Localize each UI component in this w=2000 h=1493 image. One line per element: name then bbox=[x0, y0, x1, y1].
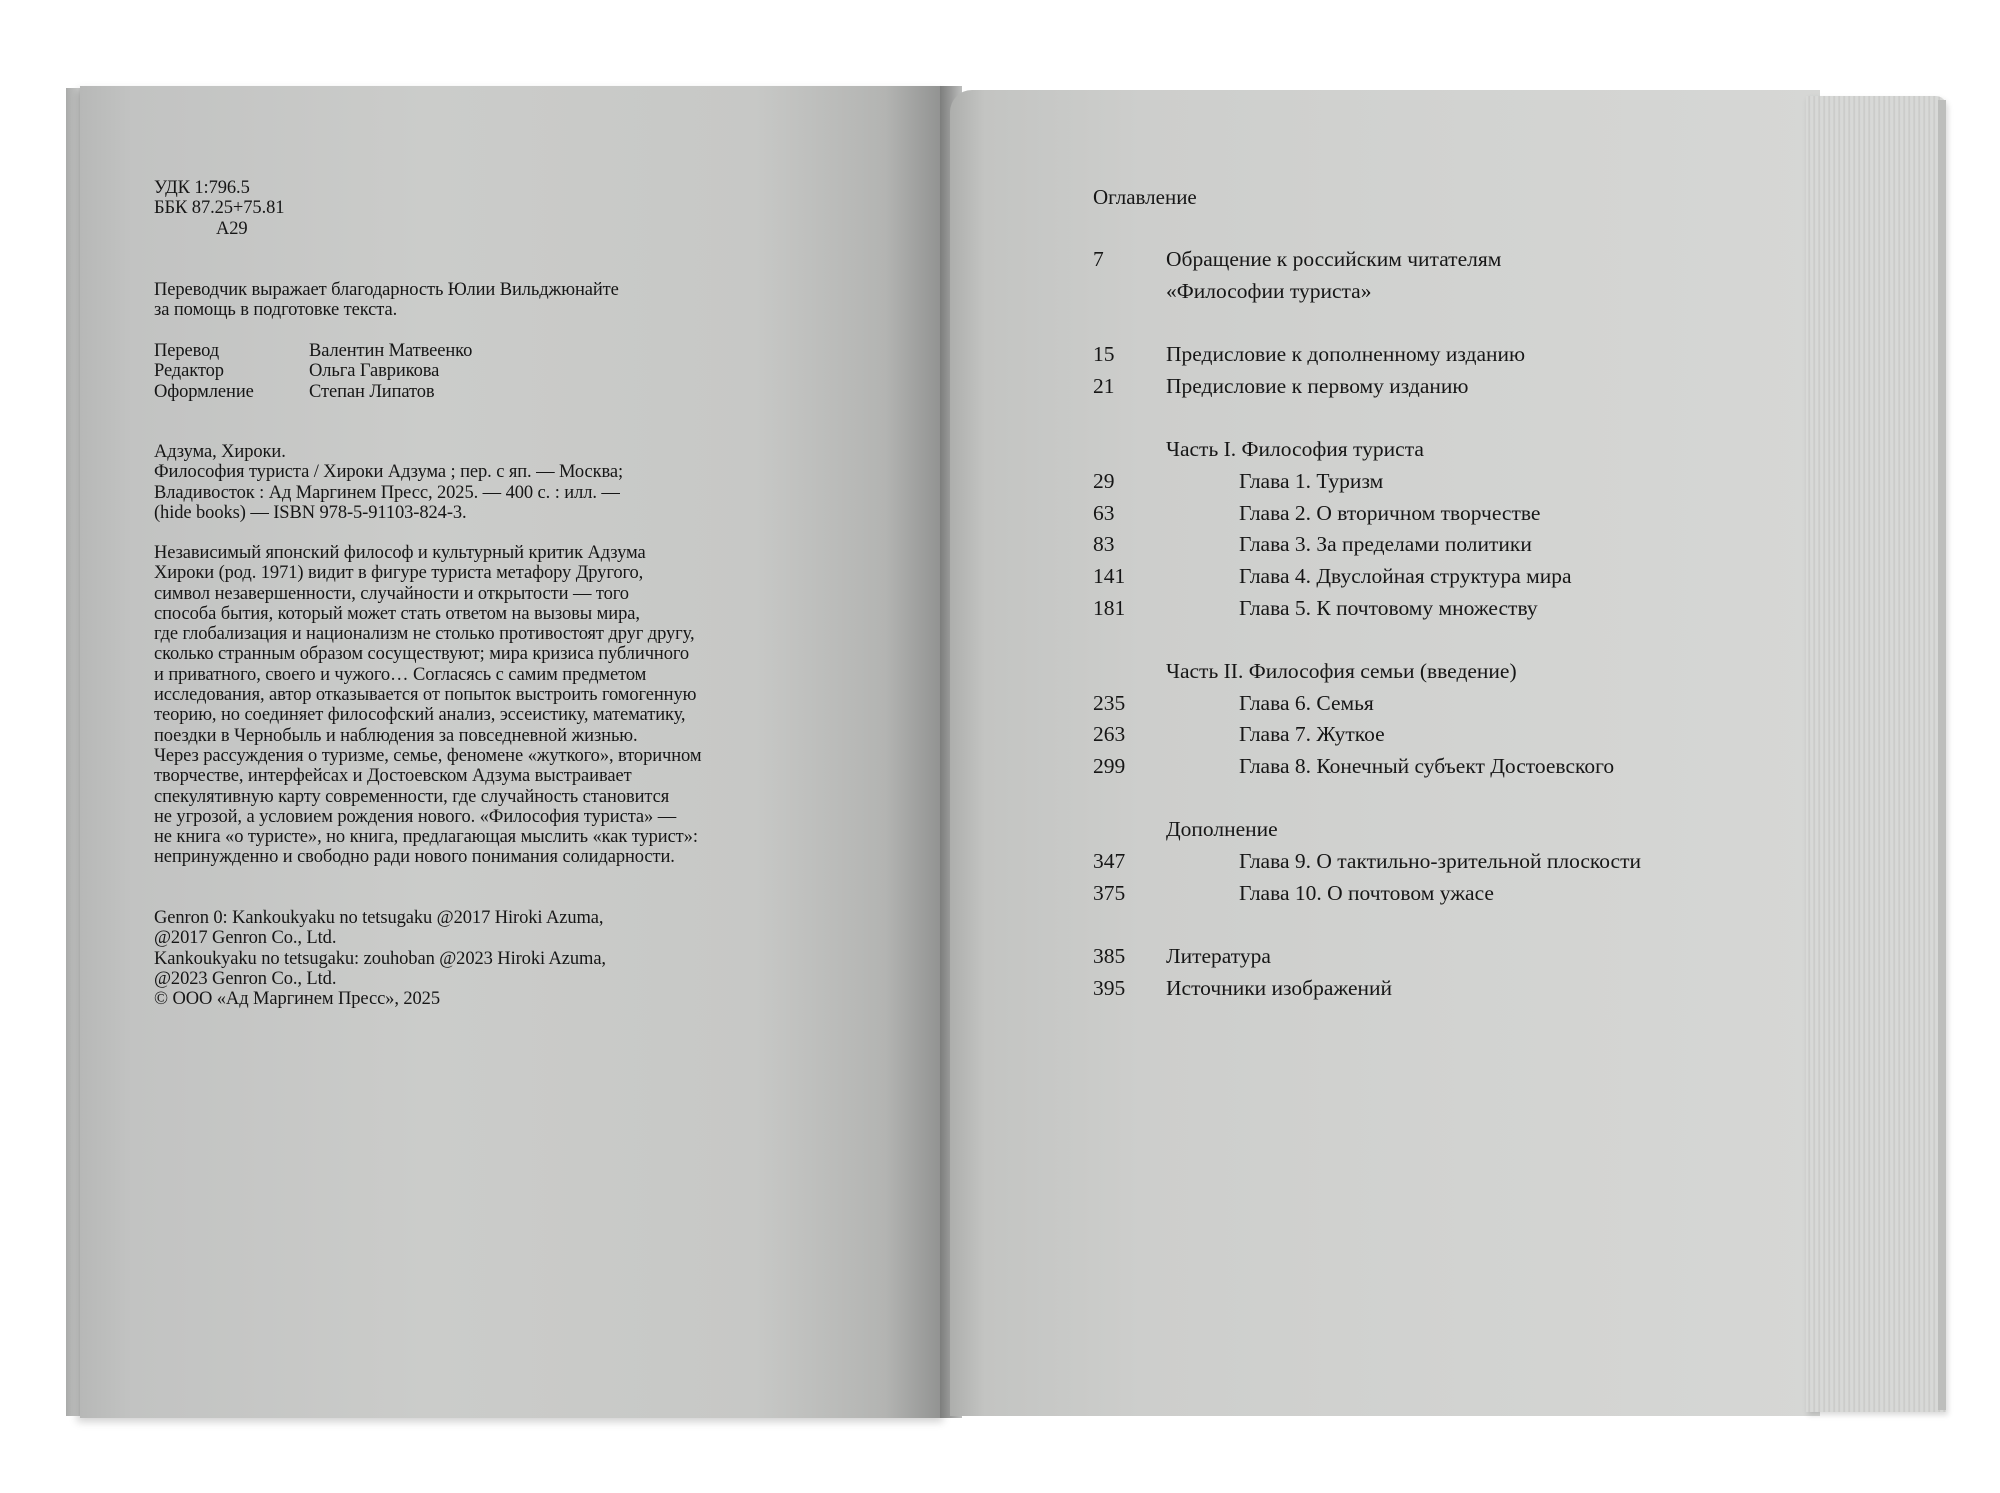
rights-line: Kankoukyaku no tetsugaku: zouhoban @2023 Hiroki Azuma, bbox=[154, 948, 606, 969]
toc-page-number: 83 bbox=[1093, 532, 1115, 557]
annotation-line: не книга «о туристе», но книга, предлагающая мыслить «как турист»: bbox=[154, 827, 698, 848]
toc-page-number: 299 bbox=[1093, 754, 1126, 778]
biblio-line: Адзума, Хироки. bbox=[154, 442, 286, 462]
credit-role: Редактор bbox=[154, 361, 224, 382]
toc-entry-title: Глава 7. Жуткое bbox=[1239, 722, 1385, 747]
toc-entry-title: Обращение к российским читателям bbox=[1166, 247, 1502, 271]
annotation-line: и приватного, своего и чужого… Соглаcясь с самим предметом bbox=[154, 664, 647, 685]
annotation-line: Хироки (род. 1971) видит в фигуре туриста метафору Другого, bbox=[154, 563, 644, 584]
annotation bbox=[154, 543, 774, 868]
credits bbox=[154, 341, 472, 402]
annotation-line: где глобализация и национализм не столько противостоят друг другу, bbox=[154, 624, 695, 645]
rights-line: @2017 Genron Co., Ltd. bbox=[154, 928, 337, 949]
toc-entry-title: Дополнение bbox=[1166, 817, 1278, 842]
credit-name: Степан Липатов bbox=[309, 381, 435, 402]
biblio-line: Владивосток : Ад Маргинем Пресс, 2025. — 400 с. : илл. — bbox=[154, 482, 620, 503]
toc-entry-title: Часть II. Философия семьи (введение) bbox=[1166, 658, 1517, 683]
toc-entry-title: Глава 10. О почтовом ужасе bbox=[1239, 880, 1494, 905]
toc-entry-title: Глава 9. О тактильно-зрительной плоскости bbox=[1239, 849, 1641, 874]
right-page-stack bbox=[1806, 96, 1946, 1412]
annotation-line: не угрозой, а условием рождения нового. «Философия туриста» — bbox=[154, 806, 677, 827]
toc-page-number: 347 bbox=[1093, 849, 1126, 874]
biblio-line: Философия туриста / Хироки Адзума ; пер. с яп. — Москва; bbox=[154, 462, 624, 483]
toc-entry-title: Литература bbox=[1166, 944, 1271, 969]
toc-entry-title: Глава 8. Конечный субъект Достоевского bbox=[1239, 754, 1615, 778]
author-mark: A29 bbox=[216, 218, 248, 239]
classification-codes bbox=[154, 178, 284, 239]
toc-page-number: 63 bbox=[1093, 500, 1115, 525]
annotation-line: творчестве, интерфейсах и Достоевском Адзума выстраивает bbox=[154, 766, 632, 787]
credit-role: Оформление bbox=[154, 381, 254, 402]
annotation-line: Через рассуждения о туризме, семье, феномене «жуткого», вторичном bbox=[154, 745, 702, 766]
toc-page-number: 7 bbox=[1093, 247, 1104, 271]
credit-name: Ольга Гаврикова bbox=[309, 361, 440, 382]
toc-page-number: 385 bbox=[1093, 944, 1126, 969]
rights-line: Genron 0: Kankoukyaku no tetsugaku @2017 Hiroki Azuma, bbox=[154, 908, 604, 928]
bibliographic-record bbox=[154, 442, 754, 523]
toc-entry-title: Глава 3. За пределами политики bbox=[1239, 532, 1532, 557]
annotation-line: символ незавершенности, случайности и открытости — того bbox=[154, 583, 629, 604]
bbk-code: ББК 87.25+75.81 bbox=[154, 198, 285, 219]
annotation-line: теорию, но соединяет философский анализ, эссеистику, математику, bbox=[154, 705, 686, 726]
credit-name: Валентин Матвеенко bbox=[309, 341, 473, 361]
thanks-line: Переводчик выражает благодарность Юлии Вильджюнайте bbox=[154, 280, 619, 300]
toc-page-number: 263 bbox=[1093, 722, 1126, 747]
toc-title: Оглавление bbox=[1093, 185, 1197, 209]
annotation-line: Независимый японский философ и культурный критик Адзума bbox=[154, 543, 646, 563]
toc-page-number: 181 bbox=[1093, 595, 1126, 620]
toc-entry-title: Часть I. Философия туриста bbox=[1166, 437, 1424, 462]
toc-entry-title: Глава 5. К почтовому множеству bbox=[1239, 595, 1538, 620]
toc-entry-title: Глава 2. О вторичном творчестве bbox=[1239, 500, 1541, 525]
thanks-line: за помощь в подготовке текста. bbox=[154, 300, 398, 321]
annotation-line: непринужденно и свободно ради нового понимания солидарности. bbox=[154, 847, 675, 868]
credit-row bbox=[154, 361, 472, 381]
udc-code: УДК 1:796.5 bbox=[154, 178, 250, 198]
toc-page-number: 141 bbox=[1093, 563, 1126, 588]
toc-page-number: 29 bbox=[1093, 468, 1115, 493]
biblio-line: (hide books) — ISBN 978-5-91103-824-3. bbox=[154, 502, 467, 523]
translator-thanks bbox=[154, 280, 754, 321]
rights-line: © ООО «Ад Маргинем Пресс», 2025 bbox=[154, 989, 440, 1010]
toc-entry-title: Источники изображений bbox=[1166, 975, 1393, 1000]
annotation-line: сколько странным образом сосуществуют; мира кризиса публичного bbox=[154, 644, 690, 665]
toc-page-number: 235 bbox=[1093, 690, 1126, 715]
annotation-line: способа бытия, который может стать ответом на вызовы мира, bbox=[154, 603, 640, 624]
copyright-notice bbox=[154, 908, 774, 1009]
right-page-stack-edge bbox=[1938, 100, 1946, 1410]
annotation-line: поездки в Чернобыль и наблюдения за повседневной жизнью. bbox=[154, 725, 638, 746]
annotation-line: исследования, автор отказывается от попыток выстроить гомогенную bbox=[154, 685, 697, 706]
toc-entry-title: Предисловие к дополненному изданию bbox=[1166, 342, 1526, 367]
toc-page-number: 15 bbox=[1093, 342, 1115, 367]
annotation-line: спекулятивную карту современности, где случайность становится bbox=[154, 786, 670, 807]
toc-entry-title: Глава 6. Семья bbox=[1239, 690, 1374, 715]
rights-line: @2023 Genron Co., Ltd. bbox=[154, 968, 337, 989]
toc-page-number: 21 bbox=[1093, 373, 1115, 398]
toc-page-number: 375 bbox=[1093, 880, 1126, 905]
toc-entry-title: Глава 1. Туризм bbox=[1239, 468, 1384, 493]
credit-row bbox=[154, 382, 472, 402]
toc-page-number: 395 bbox=[1093, 975, 1126, 1000]
toc-entry-title: Предисловие к первому изданию bbox=[1166, 373, 1469, 398]
toc-entry-title: Глава 4. Двуслойная структура мира bbox=[1239, 563, 1572, 588]
credit-role: Перевод bbox=[154, 341, 220, 361]
credit-row bbox=[154, 341, 472, 361]
toc-entry-title: «Философии туриста» bbox=[1166, 278, 1372, 303]
